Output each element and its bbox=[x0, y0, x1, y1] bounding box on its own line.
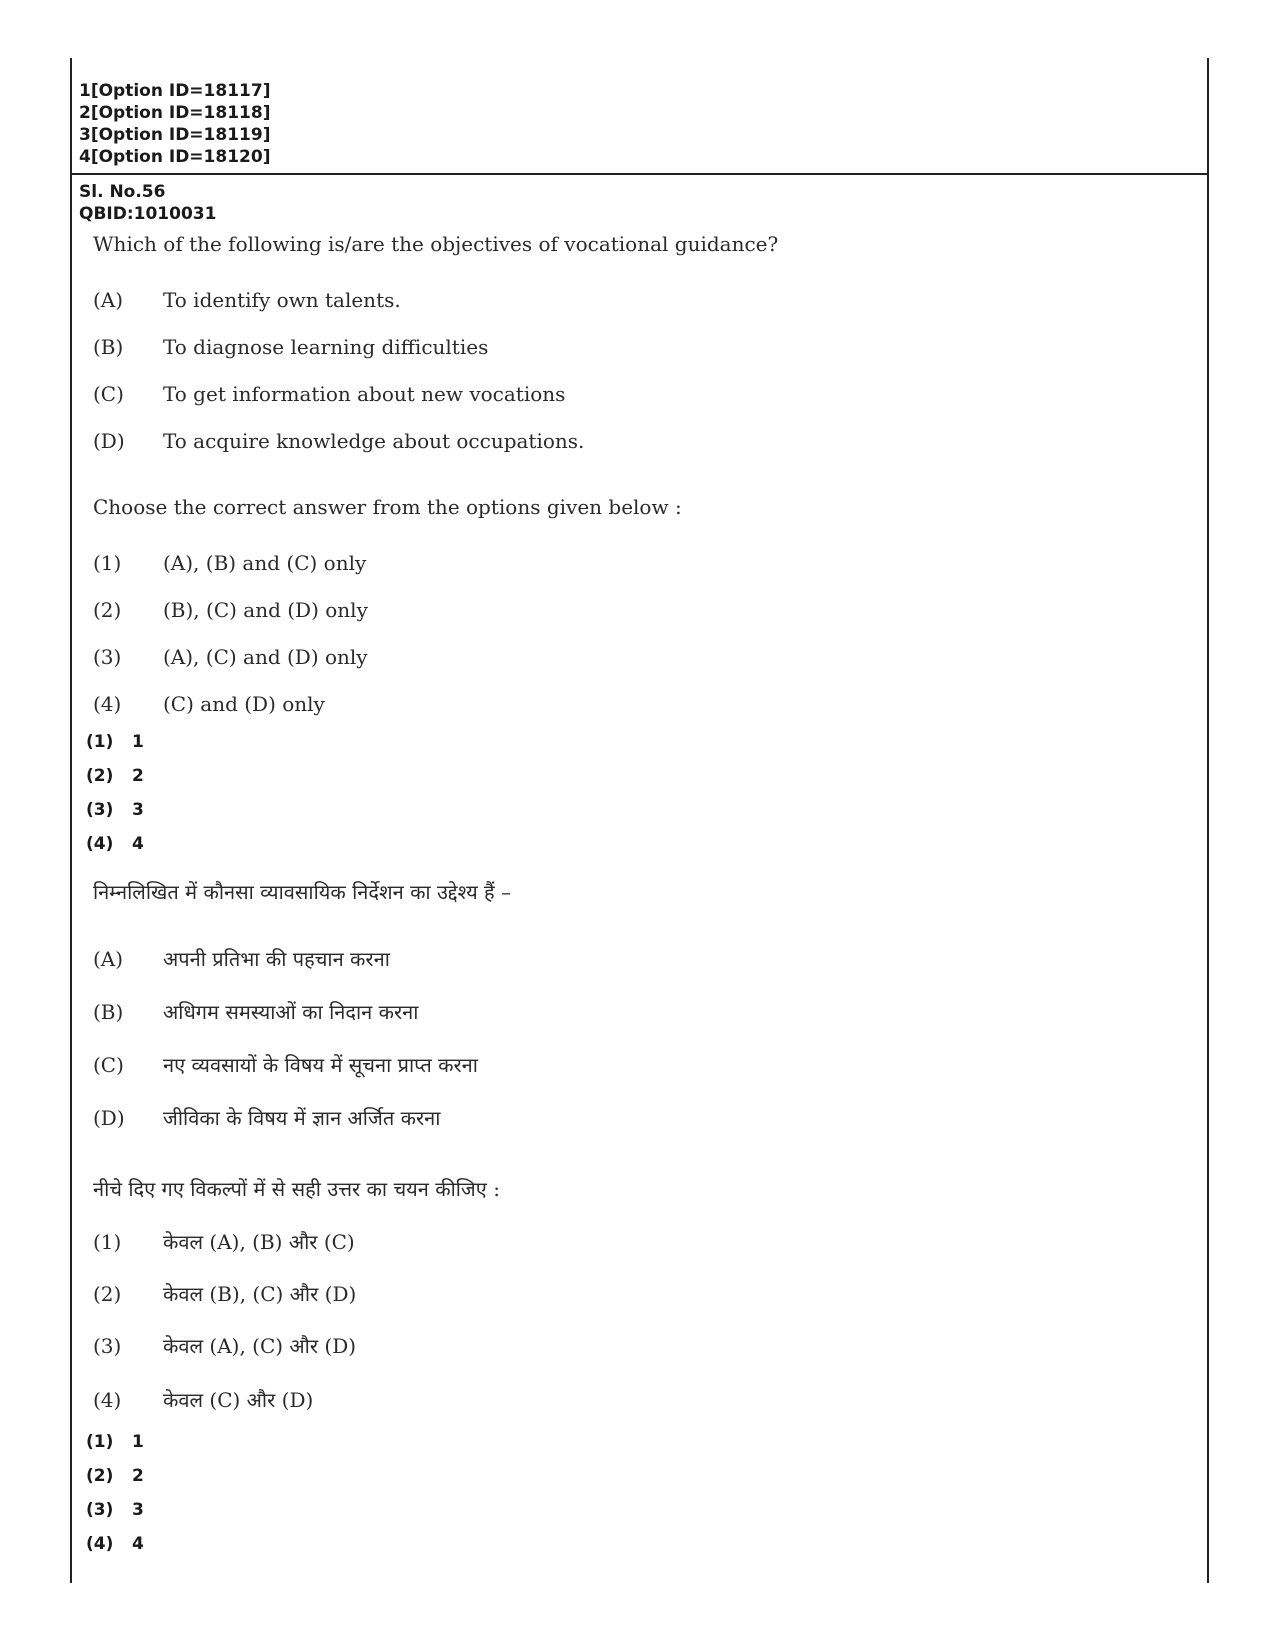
statement-b bbox=[93, 335, 488, 359]
question-meta bbox=[79, 181, 216, 225]
answer-label: (3) bbox=[86, 1500, 114, 1520]
choice-2-hindi bbox=[93, 1280, 356, 1307]
statement-label: (C) bbox=[93, 382, 124, 406]
choice-text: केवल (A), (C) और (D) bbox=[163, 1334, 357, 1358]
statement-text: To acquire knowledge about occupations. bbox=[163, 429, 585, 453]
answer-option bbox=[86, 800, 144, 820]
choice-text: केवल (C) और (D) bbox=[163, 1388, 314, 1412]
answer-option bbox=[86, 834, 144, 854]
choice-4 bbox=[93, 692, 325, 716]
answer-value: 2 bbox=[132, 766, 144, 786]
serial-number: Sl. No.56 bbox=[79, 182, 166, 202]
statement-text: To get information about new vocations bbox=[163, 382, 566, 406]
right-border bbox=[1207, 58, 1209, 1583]
statement-d-hindi bbox=[93, 1104, 440, 1131]
statement-label: (D) bbox=[93, 429, 125, 453]
statement-c-hindi bbox=[93, 1051, 478, 1078]
statement-label: (A) bbox=[93, 947, 124, 971]
option-id-list bbox=[79, 80, 270, 168]
option-id: 3[Option ID=18119] bbox=[79, 125, 271, 145]
choice-text: केवल (B), (C) और (D) bbox=[163, 1282, 357, 1306]
question-text-hindi: निम्नलिखित में कौनसा व्यावसायिक निर्देशन का उद्देश्य हैं – bbox=[93, 880, 512, 904]
choice-label: (3) bbox=[93, 1334, 122, 1358]
choice-4-hindi bbox=[93, 1386, 313, 1413]
statement-a-hindi bbox=[93, 945, 390, 972]
choice-text: केवल (A), (B) और (C) bbox=[163, 1230, 355, 1254]
option-id: 4[Option ID=18120] bbox=[79, 147, 271, 167]
answer-option bbox=[86, 732, 144, 752]
choice-3 bbox=[93, 645, 368, 669]
answer-option-hindi bbox=[86, 1500, 144, 1520]
answer-value: 4 bbox=[132, 834, 144, 854]
answer-value: 4 bbox=[132, 1534, 144, 1554]
answer-label: (1) bbox=[86, 1432, 114, 1452]
statement-label: (C) bbox=[93, 1053, 124, 1077]
answer-label: (3) bbox=[86, 800, 114, 820]
choice-text: (A), (C) and (D) only bbox=[163, 645, 368, 669]
choice-3-hindi bbox=[93, 1332, 356, 1359]
question-text-english: Which of the following is/are the objectives of vocational guidance? bbox=[93, 232, 779, 256]
left-border bbox=[70, 58, 72, 1583]
statement-text: अधिगम समस्याओं का निदान करना bbox=[163, 1000, 419, 1024]
answer-option-hindi bbox=[86, 1432, 144, 1452]
option-id: 1[Option ID=18117] bbox=[79, 81, 271, 101]
answer-label: (4) bbox=[86, 834, 114, 854]
choice-label: (4) bbox=[93, 692, 122, 716]
choice-text: (A), (B) and (C) only bbox=[163, 551, 367, 575]
statement-c bbox=[93, 382, 565, 406]
choice-1 bbox=[93, 551, 366, 575]
statement-text: नए व्यवसायों के विषय में सूचना प्राप्त करना bbox=[163, 1053, 478, 1077]
choice-label: (1) bbox=[93, 551, 122, 575]
answer-label: (2) bbox=[86, 766, 114, 786]
choice-label: (2) bbox=[93, 1282, 122, 1306]
answer-option bbox=[86, 766, 144, 786]
choice-label: (4) bbox=[93, 1388, 122, 1412]
instruction-hindi: नीचे दिए गए विकल्पों में से सही उत्तर का चयन कीजिए : bbox=[93, 1177, 500, 1201]
statement-text: To diagnose learning difficulties bbox=[163, 335, 489, 359]
answer-value: 1 bbox=[132, 732, 144, 752]
option-id: 2[Option ID=18118] bbox=[79, 103, 271, 123]
statement-label: (D) bbox=[93, 1106, 125, 1130]
answer-value: 2 bbox=[132, 1466, 144, 1486]
statement-a bbox=[93, 288, 401, 312]
instruction-english: Choose the correct answer from the options given below : bbox=[93, 495, 682, 519]
answer-label: (2) bbox=[86, 1466, 114, 1486]
choice-2 bbox=[93, 598, 368, 622]
choice-text: (C) and (D) only bbox=[163, 692, 325, 716]
answer-label: (4) bbox=[86, 1534, 114, 1554]
statement-label: (B) bbox=[93, 1000, 124, 1024]
statement-text: जीविका के विषय में ज्ञान अर्जित करना bbox=[163, 1106, 441, 1130]
answer-value: 1 bbox=[132, 1432, 144, 1452]
choice-1-hindi bbox=[93, 1228, 355, 1255]
answer-label: (1) bbox=[86, 732, 114, 752]
choice-label: (3) bbox=[93, 645, 122, 669]
statement-text: अपनी प्रतिभा की पहचान करना bbox=[163, 947, 390, 971]
statement-d bbox=[93, 429, 584, 453]
statement-label: (B) bbox=[93, 335, 124, 359]
statement-b-hindi bbox=[93, 998, 418, 1025]
statement-label: (A) bbox=[93, 288, 124, 312]
section-divider bbox=[70, 173, 1208, 175]
choice-label: (1) bbox=[93, 1230, 122, 1254]
answer-value: 3 bbox=[132, 1500, 144, 1520]
choice-text: (B), (C) and (D) only bbox=[163, 598, 368, 622]
choice-label: (2) bbox=[93, 598, 122, 622]
answer-option-hindi bbox=[86, 1534, 144, 1554]
statement-text: To identify own talents. bbox=[163, 288, 401, 312]
answer-value: 3 bbox=[132, 800, 144, 820]
question-bank-id: QBID:1010031 bbox=[79, 204, 217, 224]
answer-option-hindi bbox=[86, 1466, 144, 1486]
